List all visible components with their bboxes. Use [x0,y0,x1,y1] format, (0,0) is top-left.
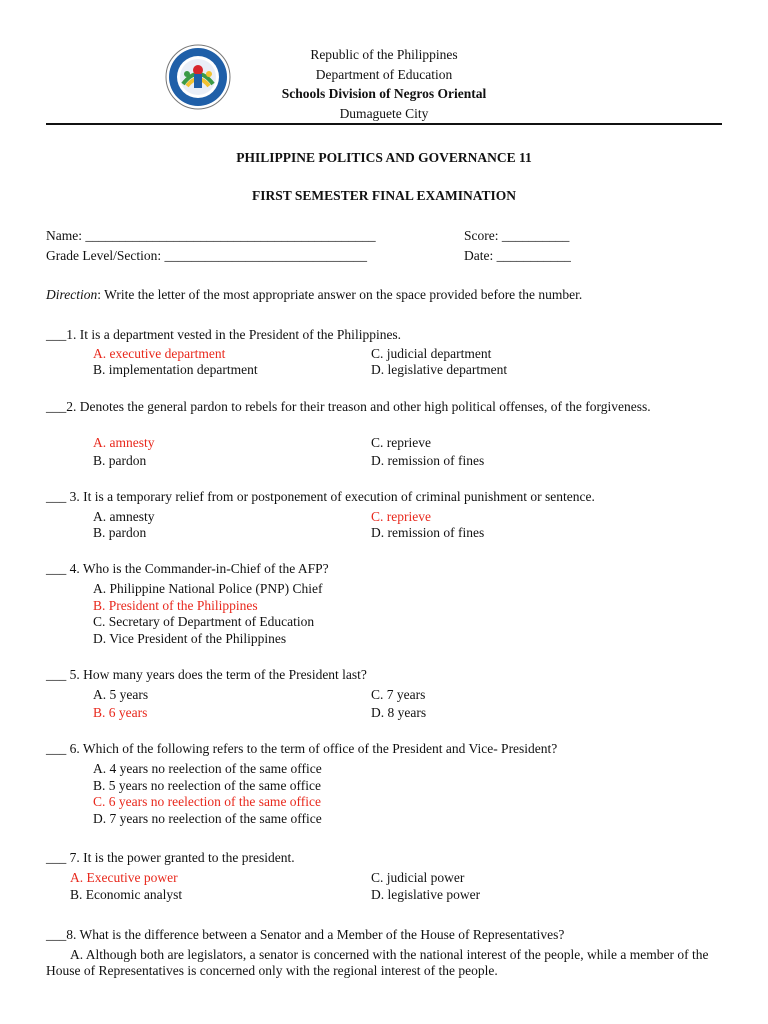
direction-label: Direction [46,287,98,302]
header-city: Dumaguete City [339,106,429,121]
date-field: Date: ___________ [464,248,571,263]
q5-option-d: D. 8 years [371,705,427,720]
q3-option-c: C. reprieve [371,509,431,524]
q2-option-a: A. amnesty [93,435,155,450]
q2-option-d: D. remission of fines [371,453,485,468]
q2-option-b: B. pardon [93,453,147,468]
header-rule [46,123,722,125]
q4-option-b: B. President of the Philippines [93,598,258,613]
exam-title: FIRST SEMESTER FINAL EXAMINATION [252,188,516,203]
q1-option-a: A. executive department [93,346,226,361]
question-4: ___ 4. Who is the Commander-in-Chief of the AFP? [46,561,329,576]
direction-text: : Write the letter of the most appropriate answer on the space provided before the number. [97,287,583,302]
q5-option-b: B. 6 years [93,705,148,720]
grade-section-field: Grade Level/Section: ______________________________ [46,248,367,263]
question-8: ___8. What is the difference between a Senator and a Member of the House of Representatives? [46,927,565,942]
q6-option-c: C. 6 years no reelection of the same office [93,794,322,809]
q5-option-c: C. 7 years [371,687,426,702]
q7-option-c: C. judicial power [371,870,465,885]
question-1: ___1. It is a department vested in the President of the Philippines. [46,327,402,342]
q1-option-c: C. judicial department [371,346,492,361]
header-division: Schools Division of Negros Oriental [281,86,487,101]
q3-option-b: B. pardon [93,525,147,540]
question-7: ___ 7. It is the power granted to the president. [46,850,295,865]
question-5: ___ 5. How many years does the term of the President last? [46,667,367,682]
q4-option-d: D. Vice President of the Philippines [93,631,287,646]
q6-option-b: B. 5 years no reelection of the same office [93,778,322,793]
q1-option-b: B. implementation department [93,362,258,377]
header-republic: Republic of the Philippines [310,47,458,62]
q4-option-a: A. Philippine National Police (PNP) Chief [93,581,323,596]
name-field: Name: ___________________________________________ [46,228,376,243]
question-2: ___2. Denotes the general pardon to rebels for their treason and other high political offenses, of the forgiveness. [46,399,651,414]
q2-option-c: C. reprieve [371,435,431,450]
score-field: Score: __________ [464,228,570,243]
question-3: ___ 3. It is a temporary relief from or postponement of execution of criminal punishment or sentence. [46,489,595,504]
subject-title: PHILIPPINE POLITICS AND GOVERNANCE 11 [236,150,532,165]
q4-option-c: C. Secretary of Department of Education [93,614,315,629]
direction [46,287,582,303]
q7-option-d: D. legislative power [371,887,481,902]
q3-option-d: D. remission of fines [371,525,485,540]
q8-option-a: A. Although both are legislators, a senator is concerned with the national interest of the people, while a member of the House of Representatives is concerned only with the regional interest of the people. [46,947,709,978]
header-department: Department of Education [315,67,453,82]
q5-option-a: A. 5 years [93,687,149,702]
q7-option-a: A. Executive power [70,870,178,885]
q1-option-d: D. legislative department [371,362,508,377]
q6-option-d: D. 7 years no reelection of the same office [93,811,322,826]
q6-option-a: A. 4 years no reelection of the same office [93,761,322,776]
question-6: ___ 6. Which of the following refers to the term of office of the President and Vice- President? [46,741,558,756]
q7-option-b: B. Economic analyst [70,887,183,902]
q3-option-a: A. amnesty [93,509,155,524]
